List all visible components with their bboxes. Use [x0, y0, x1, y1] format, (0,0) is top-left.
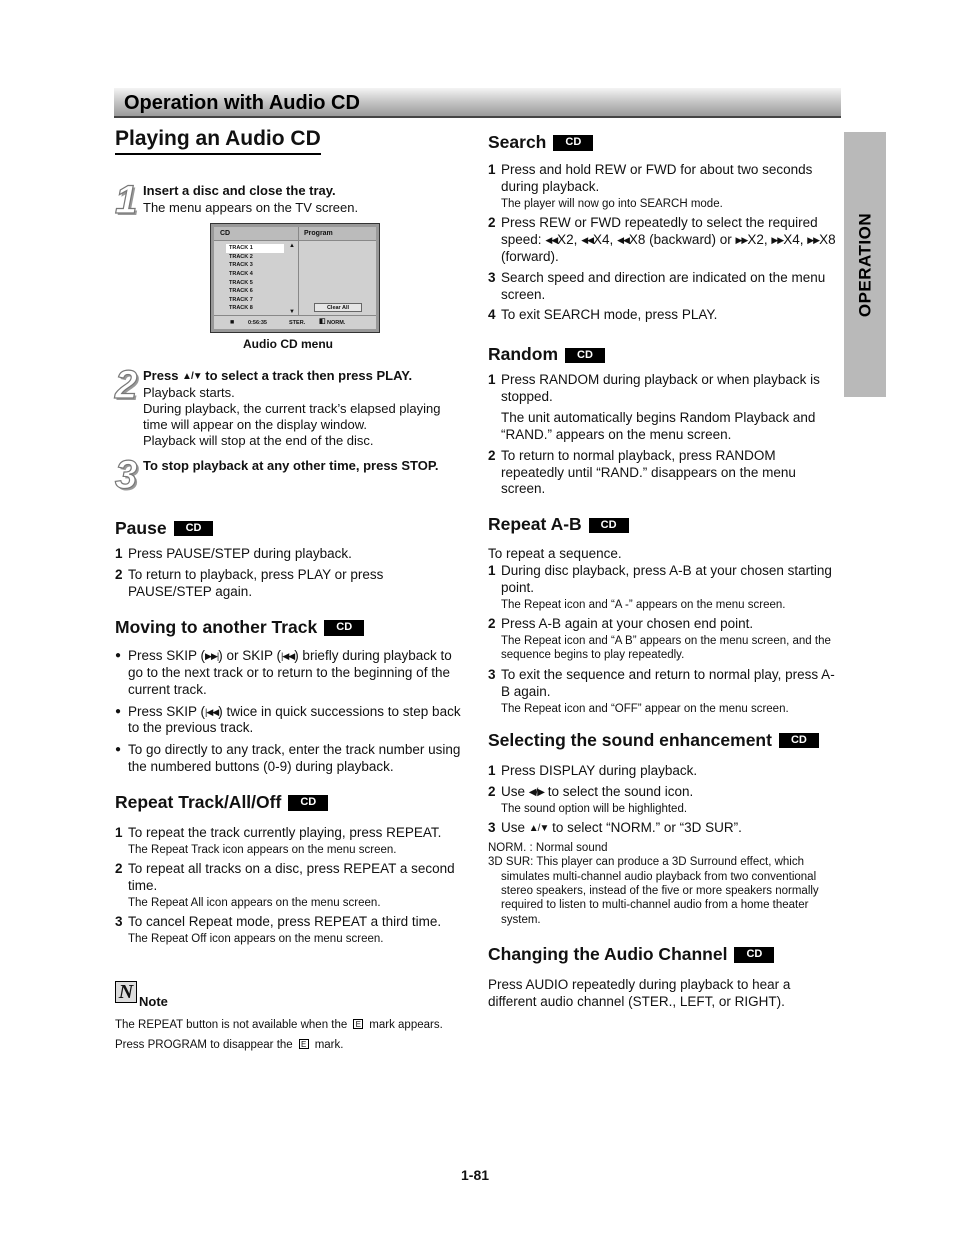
search-step: Press and hold REW or FWD for about two seconds during playback.	[501, 161, 813, 194]
cd-badge: CD	[779, 733, 819, 748]
sound-step: to select “NORM.” or “3D SUR”.	[552, 819, 742, 835]
pause-step: Press PAUSE/STEP during playback.	[128, 546, 352, 562]
sur-description: 3D SUR: This player can produce a 3D Surround effect, which simulates multi-channel audio playback from two conventional stereo speakers, instead of the five or more speakers normally required to listen to multi-channel audio from a home theater system.	[488, 856, 819, 926]
scroll-up-icon: ▲	[289, 243, 295, 250]
random-step: Press RANDOM during playback or when playback is stopped.	[501, 372, 820, 404]
side-tab-label: OPERATION	[855, 212, 875, 317]
section-banner	[114, 88, 841, 118]
side-tab	[844, 132, 886, 397]
left-column	[115, 126, 467, 1053]
ster-label: STER.	[289, 320, 306, 327]
repeat-ab-step: Press A-B again at your chosen end point.	[501, 616, 754, 632]
rewind-icon: ◀◀	[581, 234, 594, 245]
track-item: TRACK 3	[229, 262, 253, 269]
pause-step: To return to playback, press PLAY or press PAUSE/STEP again.	[128, 567, 384, 600]
repeat-step: To repeat the track currently playing, press REPEAT.	[128, 824, 442, 840]
moving-text: ) twice in quick successions to step back to the previous track.	[128, 703, 461, 736]
moving-text: To go directly to any track, enter the track number using the numbered buttons (0-9) during playback.	[128, 742, 461, 775]
random-section: Random CD 1 Press RANDOM during playback or when playback is stopped. The unit automatically begins Random Playback and “RAND.” appears on the menu screen. 2 To return to normal playback, press RANDOM repeatedly until “RAND.” disappears on the menu screen.	[488, 344, 838, 498]
sound-step: Use	[501, 783, 526, 799]
skip-back-icon: |◀◀	[281, 650, 295, 661]
up-down-arrow-icon: ▲/▼	[528, 822, 549, 834]
search-section: Search CD 1 Press and hold REW or FWD for about two seconds during playback. The player will now go into SEARCH mode. 2 Press REW or FWD repeatedly to select the required speed: ◀◀X2, ◀◀X4, ◀◀X8 (backward) or ▶▶X2, ▶▶X4, ▶▶X8 (forward). 3 Search speed and direction are indicated on the menu screen. 4 To exit SEARCH mode, press PLAY.	[488, 132, 838, 324]
cd-badge: CD	[288, 795, 328, 810]
speed-label: X8 (forward).	[501, 231, 836, 264]
step-1	[115, 178, 467, 223]
repeat-note: The Repeat Off icon appears on the menu screen.	[128, 933, 384, 946]
search-note: The player will now go into SEARCH mode.	[501, 197, 723, 210]
repeat-ab-step: During disc playback, press A-B at your chosen starting point.	[501, 563, 832, 595]
sound-step: to select the sound icon.	[547, 783, 694, 799]
repeat-ab-note: The Repeat icon and “OFF” appear on the menu screen.	[501, 702, 789, 715]
search-step: Press REW or FWD repeatedly to select the required speed:	[501, 215, 818, 247]
track-item: TRACK 6	[229, 288, 253, 295]
menu-program-label: Program	[304, 230, 333, 238]
note-text: The REPEAT button is not available when the	[115, 1018, 348, 1031]
sound-note: The sound option will be highlighted.	[501, 802, 688, 815]
sound-step: Use	[501, 819, 526, 835]
random-step: The unit automatically begins Random Playback and “RAND.” appears on the menu screen.	[501, 409, 816, 442]
speed-label: X4,	[593, 231, 614, 247]
moving-text: ) or SKIP (	[218, 647, 281, 663]
pause-title: Pause	[115, 517, 167, 538]
repeat-note: The Repeat All icon appears on the menu screen.	[128, 896, 381, 909]
repeat-step: To cancel Repeat mode, press REPEAT a third time.	[128, 914, 442, 930]
repeat-track-section: Repeat Track/All/Off CD 1 To repeat the track currently playing, press REPEAT. The Repeat Track icon appears on the menu screen. 2 To repeat all tracks on a disc, press REPEAT a second time. The Repeat All icon appears on the menu screen. 3 To cancel Repeat mode, press REPEAT a third time. The Repeat Off icon appears on the menu screen.	[115, 792, 467, 947]
step-number: 2	[115, 363, 138, 408]
step-2-heading-a: Press	[143, 368, 183, 384]
search-title: Search	[488, 132, 547, 152]
speed-label: X4,	[783, 231, 804, 247]
track-item: TRACK 7	[229, 296, 253, 303]
repeat-ab-section: Repeat A-B CD To repeat a sequence. 1 During disc playback, press A-B at your chosen starting point. The Repeat icon and “A -” appears on the menu screen. 2 Press A-B again at your chosen end point. The Repeat icon and “A B” appears on the menu screen, and the sequence begins to play repeatedly. 3 To exit the sequence and return to normal play, press A-B again. The Repeat icon and “OFF” appear on the menu screen.	[488, 514, 838, 716]
repeat-ab-step: To exit the sequence and return to normal play, press A-B again.	[501, 666, 835, 699]
note-title: Note	[139, 993, 168, 1009]
note-box	[115, 981, 467, 1053]
step-number: 1	[115, 178, 138, 223]
track-item: TRACK 1	[226, 244, 284, 253]
repeat-note: The Repeat Track icon appears on the menu screen.	[128, 843, 397, 856]
speed-label: X2,	[557, 231, 578, 247]
step-2-line: During playback, the current track’s elapsed playing time will appear on the display window.	[143, 400, 441, 432]
norm-label: NORM.	[327, 320, 346, 327]
track-item: TRACK 2	[229, 253, 253, 260]
step-2	[115, 363, 467, 449]
step-number: 3	[115, 452, 138, 497]
repeat-ab-note: The Repeat icon and “A B” appears on the menu screen, and the sequence begins to play repeatedly.	[501, 635, 831, 662]
repeat-track-title: Repeat Track/All/Off	[115, 792, 282, 812]
search-step: Search speed and direction are indicated on the menu screen.	[501, 269, 826, 302]
sound-step: Press DISPLAY during playback.	[501, 762, 698, 778]
track-item: TRACK 5	[229, 279, 253, 286]
page-title: Playing an Audio CD	[115, 126, 321, 155]
cd-badge: CD	[324, 620, 364, 635]
search-step: To exit SEARCH mode, press PLAY.	[501, 307, 718, 323]
stop-icon: ■	[230, 319, 235, 327]
step-1-text: The menu appears on the TV screen.	[143, 199, 359, 215]
e-mark-icon: E	[299, 1039, 309, 1049]
step-3-heading: To stop playback at any other time, press STOP.	[143, 457, 439, 473]
repeat-ab-intro: To repeat a sequence.	[488, 546, 622, 562]
moving-text: Press SKIP (	[128, 703, 206, 719]
repeat-step: To repeat all tracks on a disc, press REPEAT a second time.	[128, 861, 455, 893]
step-2-heading-b: to select a track then press PLAY.	[201, 368, 413, 384]
section-title: Operation with Audio CD	[124, 92, 360, 114]
sound-title: Selecting the sound enhancement	[488, 729, 772, 750]
random-title: Random	[488, 344, 558, 365]
speed-label: X2,	[747, 231, 768, 247]
step-2-line: Playback will stop at the end of the disc.	[143, 433, 374, 449]
random-step: To return to normal playback, press RANDOM repeatedly until “RAND.” disappears on the menu screen.	[501, 447, 796, 497]
cd-badge: CD	[553, 135, 593, 150]
step-3	[115, 452, 467, 497]
track-item: TRACK 8	[229, 305, 253, 312]
skip-back-icon: |◀◀	[205, 706, 219, 717]
menu-caption: Audio CD menu	[243, 337, 333, 352]
fast-forward-icon: ▶▶	[735, 234, 748, 245]
channel-section	[488, 944, 838, 1011]
note-text: mark.	[314, 1039, 344, 1052]
moving-section: Moving to another Track CD ● Press SKIP (▶▶|) or SKIP (|◀◀) briefly during playback to go to the next track or to return to the beginning of the current track. ● Press SKIP (|◀◀) twice in quick successions to step back to the previous track. ● To go directly to any track, enter the track number using the numbered buttons (0-9) during playback.	[115, 617, 467, 776]
fast-forward-icon: ▶▶	[807, 234, 820, 245]
cd-badge: CD	[174, 521, 214, 536]
channel-text: Press AUDIO repeatedly during playback to hear a different audio channel (STER., LEFT, or RIGHT).	[488, 976, 791, 1009]
moving-text: Press SKIP (	[128, 647, 206, 663]
menu-cd-label: CD	[220, 230, 231, 238]
cd-badge: CD	[565, 348, 605, 363]
channel-title: Changing the Audio Channel	[488, 944, 728, 964]
cd-badge: CD	[734, 947, 774, 962]
pause-section: Pause CD 1 Press PAUSE/STEP during playback. 2 To return to playback, press PLAY or press PAUSE/STEP again.	[115, 518, 467, 602]
menu-time: 0:56:35	[248, 320, 267, 327]
note-icon: N	[115, 981, 137, 1003]
note-text: mark appears.	[369, 1018, 443, 1031]
track-list	[226, 244, 284, 313]
note-text: Press PROGRAM to disappear the	[115, 1039, 293, 1052]
rewind-icon: ◀◀	[545, 234, 558, 245]
page-number: 1-81	[461, 1167, 490, 1183]
moving-title: Moving to another Track	[115, 617, 318, 637]
step-2-line: Playback starts.	[143, 384, 235, 400]
speed-label: X8 (backward) or	[628, 231, 732, 247]
step-1-heading: Insert a disc and close the tray.	[143, 183, 336, 199]
audio-cd-menu-image	[210, 223, 380, 333]
skip-forward-icon: ▶▶|	[205, 650, 219, 661]
clear-all-button: Clear All	[314, 303, 362, 312]
sound-section: Selecting the sound enhancement CD 1 Press DISPLAY during playback. 2 Use ◀/▶ to select the sound icon. The sound option will be highlighted. 3 Use ▲/▼ to select “NORM.” or “3D SUR”. NORM. : Normal sound 3D SUR: This player can produce a 3D Surround effect, which simulates multi-channel audio playback from two conventional stereo speakers, instead of the five or more speakers normally required to listen to multi-channel audio from a home theater system.	[488, 730, 838, 927]
right-column	[488, 132, 838, 1011]
scroll-down-icon: ▼	[289, 309, 295, 316]
left-right-arrow-icon: ◀/▶	[528, 786, 544, 798]
e-mark-icon: E	[353, 1019, 363, 1029]
rewind-icon: ◀◀	[617, 234, 629, 245]
speaker-icon: ◧	[319, 318, 326, 326]
fast-forward-icon: ▶▶	[771, 234, 784, 245]
track-item: TRACK 4	[229, 271, 253, 278]
cd-badge: CD	[589, 518, 629, 533]
moving-text: ) briefly during playback to go to the next track or to return to the beginning of the current track.	[128, 647, 452, 697]
repeat-ab-title: Repeat A-B	[488, 514, 582, 535]
up-down-arrow-icon: ▲/▼	[182, 371, 202, 383]
repeat-ab-note: The Repeat icon and “A -” appears on the menu screen.	[501, 598, 786, 611]
norm-description: NORM. : Normal sound	[488, 841, 608, 854]
